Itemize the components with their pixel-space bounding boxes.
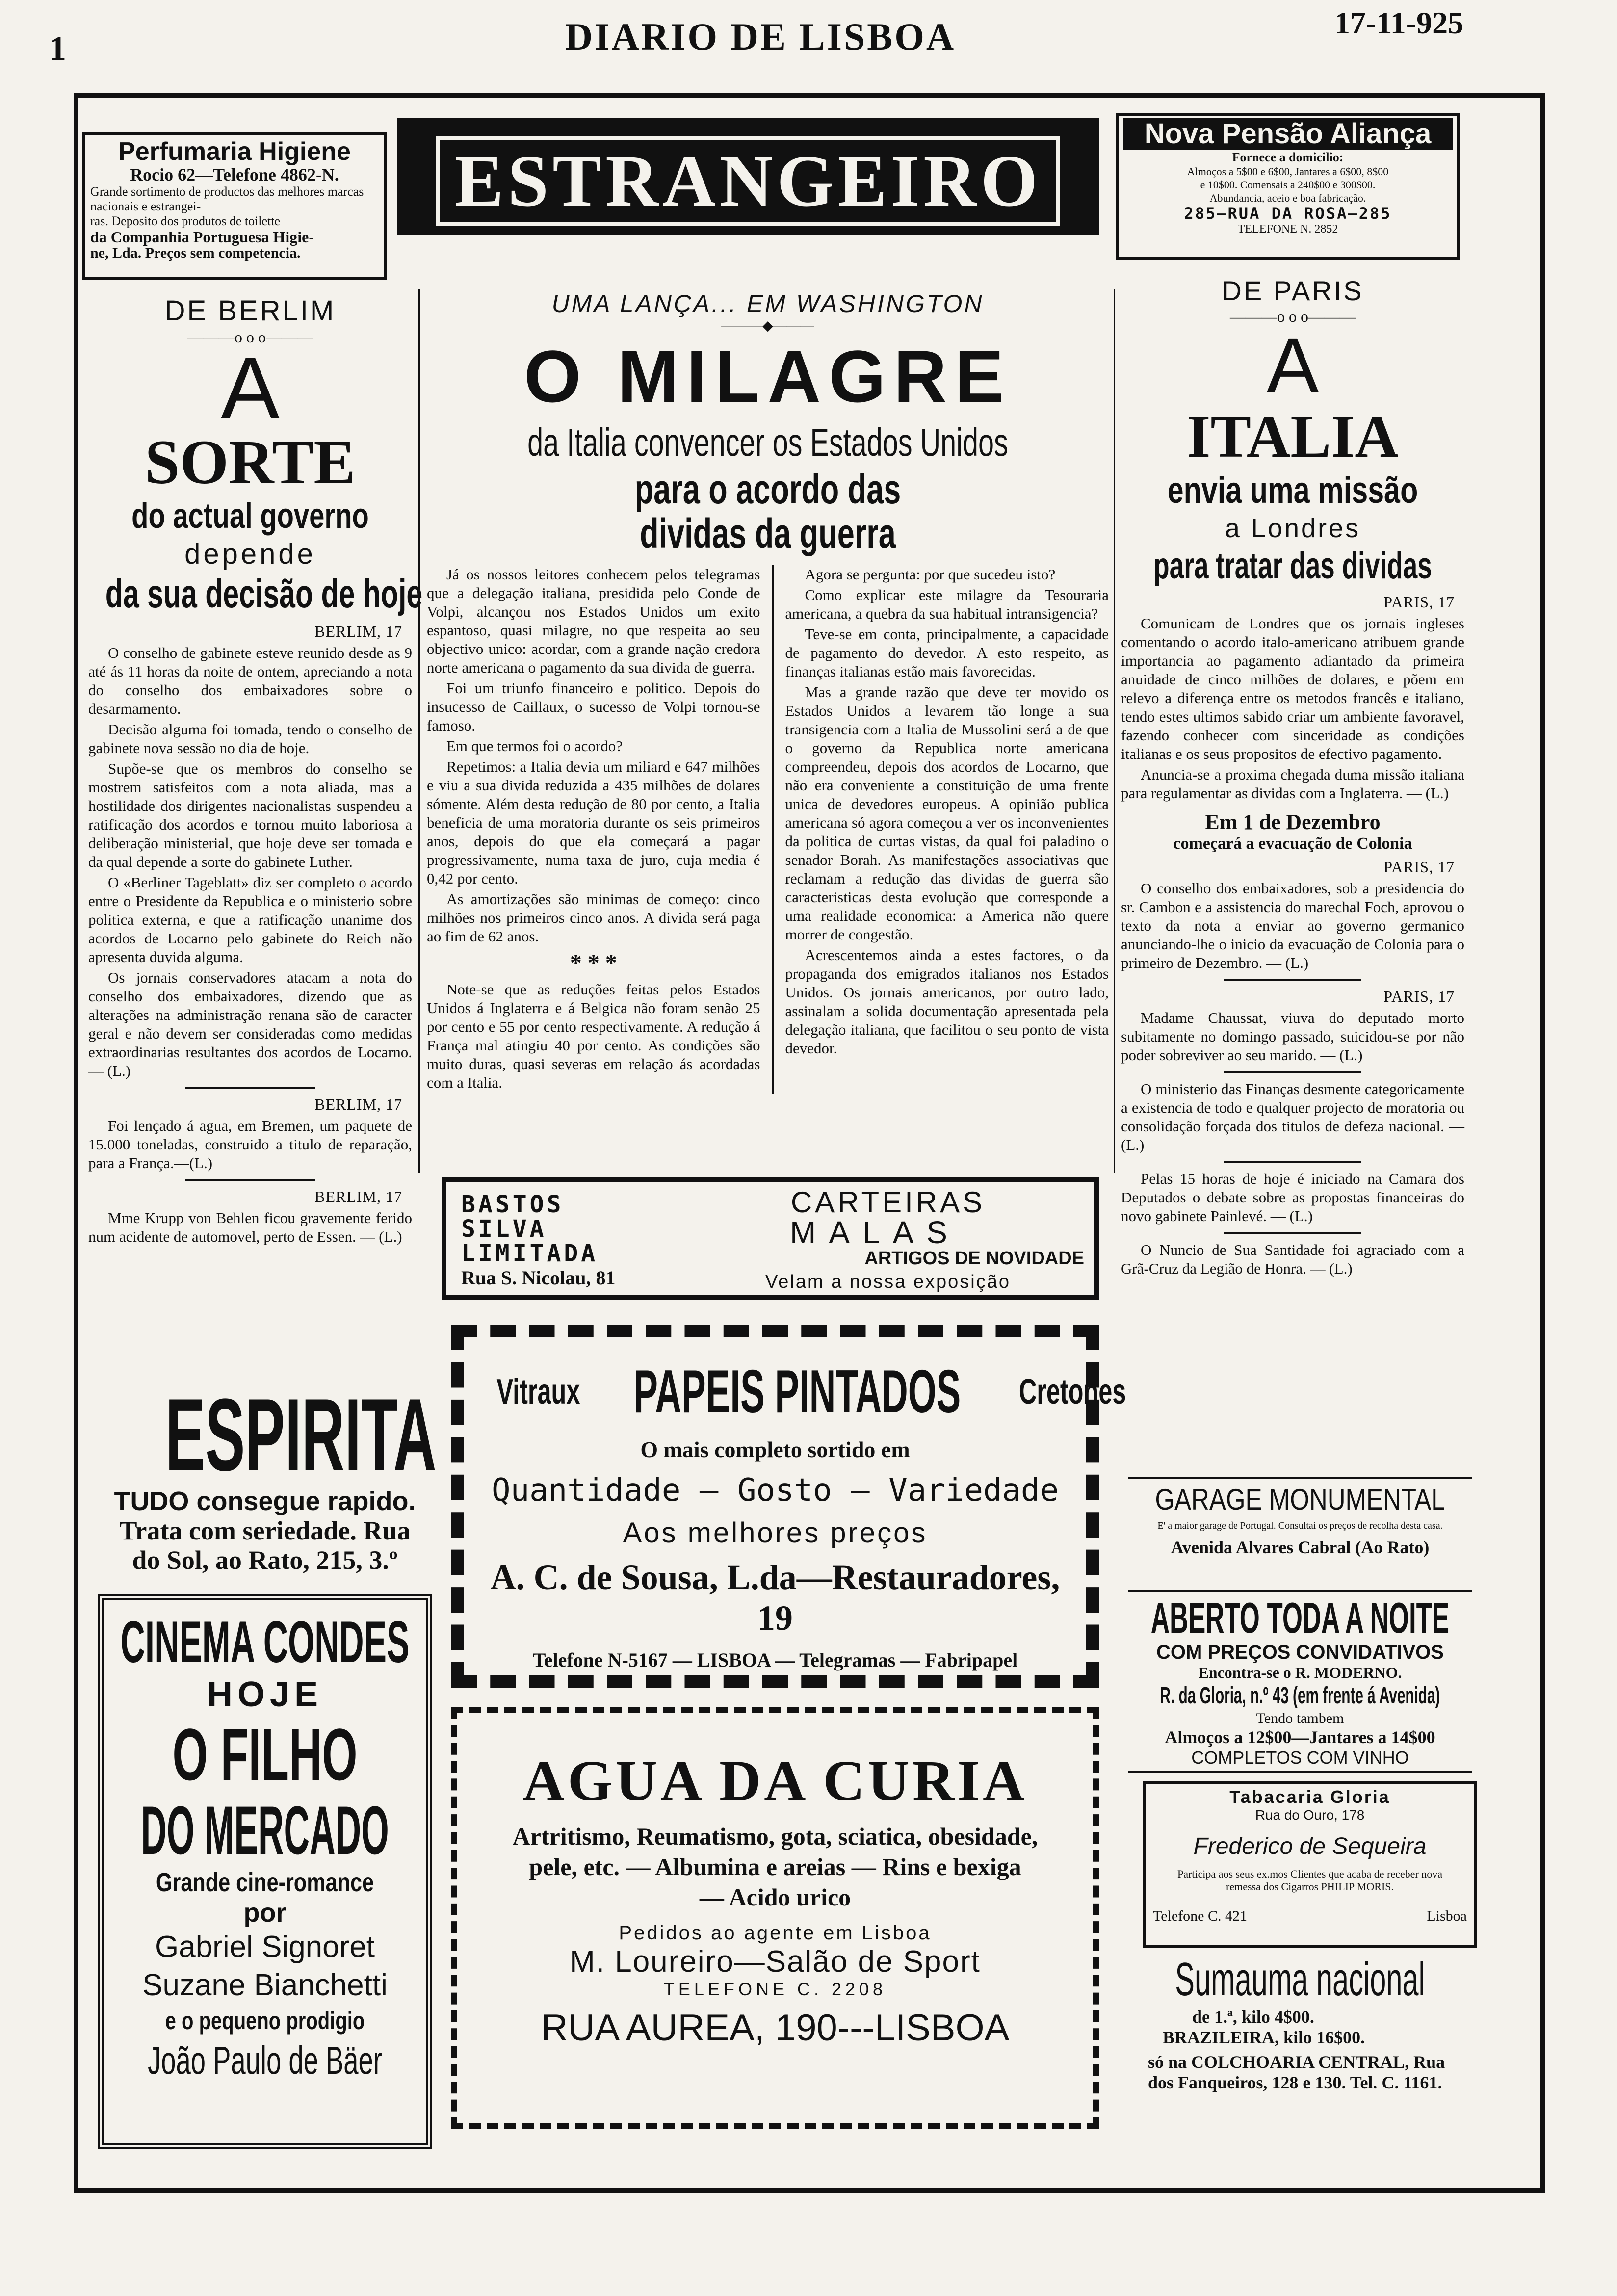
ad-espirita-line1: TUDO consegue rapido. <box>114 1487 416 1516</box>
ad-aberto-line4: Tendo tambem <box>1256 1710 1344 1726</box>
washington-head-acordo: para o acordo das <box>634 466 901 512</box>
ad-papeis-vitraux: Vitraux <box>496 1372 580 1411</box>
ad-agua-line4: Pedidos ao agente em Lisboa <box>619 1922 932 1944</box>
ad-perfumaria-text1: Grande sortimento de productos das melhores marcas nacionais e estrangei- <box>90 184 364 213</box>
ad-aberto-line3: R. da Gloria, n.º 43 (em frente á Avenida) <box>1160 1683 1440 1709</box>
washington-left-p6: Note-se que as reduções feitas pelos Estados Unidos á Inglaterra e á Belgica não foram senão 25 por cento e 55 por cento respectivamente. A redução á França mal atingiu 40 por cento. As condições são muito duras, quasi severas em relação ás acordadas com a Italia. <box>427 981 760 1091</box>
ad-aberto-line6: COMPLETOS COM VINHO <box>1191 1748 1409 1768</box>
ad-pensao <box>1116 113 1460 260</box>
newspaper-title: DIARIO DE LISBOA <box>565 15 956 58</box>
paris-dateline-1: PARIS, 17 <box>1383 593 1455 611</box>
berlim-head-depende: depende <box>184 538 316 570</box>
ad-agua-line2: pele, etc. — Albumina e areias — Rins e bexiga <box>529 1853 1021 1880</box>
paris-head-londres: a Londres <box>1225 514 1361 543</box>
washington-left-p2: Foi um triunfo financeiro e politico. Depois do insucesso de Caillaux, o sucesso de Volpi tornou-se famoso. <box>427 679 760 734</box>
berlim-p4: O «Berliner Tageblatt» diz ser completo o acordo entre o Presidente da Republica e o ministerio sobre politica externa, e que a ratificação unanime dos acordos de Locarno pelo gabinete do Reich não apresenta duvida alguma. <box>88 874 412 965</box>
ad-cinema-actor2: Suzane Bianchetti <box>142 1968 388 2002</box>
washington-left-p3: Em que termos foi o acordo? <box>446 737 623 755</box>
ad-cinema-hoje: HOJE <box>207 1675 323 1714</box>
ad-papeis-title: PAPEIS PINTADOS <box>633 1358 961 1426</box>
ad-tabacaria-address: Rua do Ouro, 178 <box>1255 1807 1365 1823</box>
washington-left-p1: Já os nossos leitores conhecem pelos telegramas que a delegação italiana, presidida pelo Conde de Volpi, alcançou nos Estados Unidos um exito espantoso, quasi milagre, no que respeita ao seu objectivo unico: acordar, com a grande nação credora norte americana o pagamento da sua divida de guerra. <box>427 566 760 676</box>
washington-right-p5: Acrescentemos ainda a estes factores, o da propaganda dos emigrados italianos nos Estados Unidos. Os jornais americanos, por outro lado, assinalam a solida documentação apresentada pela delegação italiana, que facilitou o seu ponto de vista devedor. <box>785 946 1109 1057</box>
paris-p6: Pelas 15 horas de hoje é iniciado na Camara dos Deputados o debate sobre as propostas financeiras do novo gabinete Painlevé. — (L.) <box>1121 1170 1464 1225</box>
ad-garage-line1: E' a maior garage de Portugal. Consultai os preços de recolha desta casa. <box>1157 1520 1443 1531</box>
paris-sub2: começará a evacuação de Colonia <box>1173 835 1412 853</box>
washington-right-p1: Agora se pergunta: por que sucedeu isto? <box>805 566 1056 583</box>
ad-aberto-title: ABERTO TODA A NOITE <box>1150 1593 1450 1642</box>
ad-bastos-line1: BASTOS <box>461 1191 564 1218</box>
ad-aberto-line5: Almoços a 12$00—Jantares a 14$00 <box>1165 1727 1435 1747</box>
ad-pensao-name: Nova Pensão Aliança <box>1123 118 1453 150</box>
berlim-dateline-1: BERLIM, 17 <box>314 623 402 640</box>
ad-pensao-address: 285—RUA DA ROSA—285 <box>1184 204 1392 223</box>
ad-espirita <box>93 1377 437 1575</box>
washington-ornament: ———◆——— <box>721 318 814 334</box>
ad-cinema-actor1: Gabriel Signoret <box>155 1930 375 1964</box>
ad-tabacaria-phone: Telefone C. 421 <box>1153 1908 1248 1924</box>
ad-perfumaria-address: Rocio 62—Telefone 4862-N. <box>130 165 339 184</box>
paris-p5: O ministerio das Finanças desmente categoricamente a existencia de todo e qualquer projecto de moratoria ou consolidação forçada dos titulos de defeza nacional. — (L.) <box>1121 1080 1464 1153</box>
ad-pensao-line3: e 10$00. Comensais a 240$00 e 300$00. <box>1200 179 1376 191</box>
ad-sumauma <box>1128 1953 1472 2093</box>
ad-papeis-qualities: Quantidade — Gosto — Variedade <box>492 1472 1059 1509</box>
paris-head-tratar: para tratar das dividas <box>1153 545 1432 587</box>
berlim-p3: Supõe-se que os membros do conselho se mostrem satisfeitos com a nota aliada, mas a hostilidade dos dirigentes nacionalistas suspendeu a ratificação dos acordos e tornou muito laboriosa a deliberação ministerial, que hoje deve ser tomada e da qual depende a sorte do gabinete Luther. <box>88 760 412 870</box>
berlim-dateline-3: BERLIM, 17 <box>314 1188 402 1205</box>
ad-bastos-velam: Velam a nossa exposição <box>765 1272 1011 1292</box>
ad-pensao-line1: Fornece a domicilio: <box>1232 150 1344 164</box>
ad-aberto-line1: COM PREÇOS CONVIDATIVOS <box>1156 1642 1444 1663</box>
berlim-head-sorte: SORTE <box>145 427 356 497</box>
ad-cinema-actor3: João Paulo de Bäer <box>148 2038 382 2082</box>
ad-perfumaria-text3: da Companhia Portuguesa Higie- <box>90 228 314 246</box>
ad-cinema-title: CINEMA CONDES <box>120 1609 410 1675</box>
ad-sumauma-line2: BRAZILEIRA, kilo 16$00. <box>1163 2028 1365 2047</box>
berlim-divider-2 <box>185 1179 315 1181</box>
ad-perfumaria-text4: ne, Lda. Preços sem competencia. <box>90 245 301 261</box>
washington-left-p4: Repetimos: a Italia devia um miliard e 647 milhões e viu a sua divida reduzida a 435 milhões de dolares sómente. Além desta redução de 80 por cento, a Italia beneficia de uma moratoria durante os seis primeiros anos, depois do que ela começará a pagar progressivamente, numa taxa de juro, cuja media é 0,42 por cento. <box>427 758 760 887</box>
paris-head-italia: ITALIA <box>1187 403 1399 470</box>
ad-tabacaria-text: Participa aos seus ex.mos Clientes que acaba de receber nova remessa dos Cigarros PHILIP MORIS. <box>1177 1868 1442 1893</box>
ad-sumauma-title: Sumauma nacional <box>1175 1953 1425 2006</box>
washington-right-p2: Como explicar este milagre da Tesouraria americana, a quebra da sua habitual intransigencia? <box>785 586 1109 622</box>
article-paris <box>1121 275 1464 1280</box>
ad-papeis-cretones: Cretones <box>1019 1372 1126 1411</box>
washington-left-p5: As amortizações são minimas de começo: cinco milhões nos primeiros cinco anos. A divida será paga ao fim de 62 anos. <box>427 890 760 945</box>
issue-date: 17-11-925 <box>1334 5 1464 40</box>
ad-tabacaria-title: Tabacaria Gloria <box>1229 1787 1390 1807</box>
paris-divider-1 <box>1224 979 1361 981</box>
ad-tabacaria-owner: Frederico de Sequeira <box>1193 1833 1427 1859</box>
ad-agua-line1: Artritismo, Reumatismo, gota, sciatica, obesidade, <box>512 1823 1038 1850</box>
ad-papeis-contact: Telefone N-5167 — LISBOA — Telegramas — Fabripapel <box>532 1649 1018 1671</box>
ad-pensao-line4: Abundancia, aceio e boa fabricação. <box>1209 192 1366 204</box>
berlim-head-a: A <box>220 339 280 438</box>
berlim-kicker: DE BERLIM <box>164 295 336 327</box>
ad-papeis-sortido: O mais completo sortido em <box>640 1437 910 1462</box>
paris-divider-2 <box>1224 1071 1361 1073</box>
paris-p3: O conselho dos embaixadores, sob a presidencia do sr. Cambon e a assistencia do marechal Foch, aprovou o texto da nota a enviar ao governo germanico anunciando-lhe o inicio da evacuação de Colonia para o primeiro de Dezembro. — (L.) <box>1121 880 1464 971</box>
paris-p1: Comunicam de Londres que os jornais ingleses comentando o acordo italo-americano atribuem grande importancia ao pagamento adiantado da primeira anuidade de cinco milhões de dolares, e põem em relevo a diferença entre os metodos francês e italiano, tendo estes ultimos sabido criar um ambiente favoravel, fazendo conhecer com sinceridade as condições italianas e os seus propositos de efectivo pagamento. <box>1121 615 1464 762</box>
paris-head-a: A <box>1266 321 1319 409</box>
ad-aberto <box>1128 1590 1472 1773</box>
washington-stars: * * * <box>570 950 617 976</box>
ad-agua-title: AGUA DA CURIA <box>522 1748 1028 1813</box>
washington-head-italia: da Italia convencer os Estados Unidos <box>527 420 1008 464</box>
ad-agua-line6: TELEFONE C. 2208 <box>663 1979 887 1999</box>
ad-bastos-line2: SILVA <box>461 1215 547 1243</box>
article-washington <box>427 289 1109 1094</box>
ad-sumauma-line3: só na COLCHOARIA CENTRAL, Rua <box>1148 2052 1445 2072</box>
ad-sumauma-line4: dos Fanqueiros, 128 e 130. Tel. C. 1161. <box>1148 2073 1442 2092</box>
washington-right-p3: Teve-se em conta, principalmente, a capacidade de pagamento do devedor. A esto respeito, as finanças italianas estão mais favorecidas. <box>785 626 1109 680</box>
paris-ornament: ———o o o——— <box>1230 308 1356 325</box>
ad-espirita-line2: Trata com seriedade. Rua <box>119 1516 411 1545</box>
ad-perfumaria-name: Perfumaria Higiene <box>118 137 351 166</box>
ad-bastos-carteiras: CARTEIRAS <box>790 1186 986 1219</box>
ad-tabacaria <box>1143 1781 1477 1948</box>
ad-agua-line5: M. Loureiro—Salão de Sport <box>570 1945 981 1979</box>
ad-aberto-line2: Encontra-se o R. MODERNO. <box>1198 1664 1402 1681</box>
ad-garage-address: Avenida Alvares Cabral (Ao Rato) <box>1171 1538 1430 1557</box>
paris-p7: O Nuncio de Sua Santidade foi agraciado com a Grã-Cruz da Legião de Honra. — (L.) <box>1121 1241 1464 1277</box>
ad-sumauma-line1: de 1.ª, kilo 4$00. <box>1192 2007 1314 2027</box>
ad-garage-title: GARAGE MONUMENTAL <box>1155 1483 1445 1516</box>
paris-dateline-2: PARIS, 17 <box>1383 858 1455 876</box>
ad-garage <box>1128 1477 1472 1558</box>
ad-espirita-line3: do Sol, ao Rato, 215, 3.º <box>132 1545 398 1575</box>
berlim-head-decisao: da sua decisão de hoje <box>105 572 423 616</box>
berlim-p7: Mme Krupp von Behlen ficou gravemente ferido num acidente de automovel, perto de Essen. — (L.) <box>88 1209 412 1245</box>
ad-bastos-address: Rua S. Nicolau, 81 <box>461 1267 616 1289</box>
ad-bastos-novidade: ARTIGOS DE NOVIDADE <box>864 1248 1084 1269</box>
ad-cinema <box>98 1594 432 2149</box>
berlim-ornament: ———o o o——— <box>187 328 313 346</box>
ad-tabacaria-city: Lisboa <box>1427 1908 1467 1924</box>
ad-cinema-genre: Grande cine-romance <box>156 1868 374 1897</box>
paris-divider-4 <box>1224 1232 1361 1234</box>
berlim-p2: Decisão alguma foi tomada, tendo o conselho de gabinete nova sessão no dia de hoje. <box>88 721 412 757</box>
column-rule-right <box>1114 289 1115 1173</box>
paris-kicker: DE PARIS <box>1222 275 1364 306</box>
ad-espirita-title: ESPIRITA <box>165 1377 437 1492</box>
ad-bastos <box>442 1177 1099 1300</box>
paris-p2: Anuncia-se a proxima chegada duma missão italiana para regulamentar as dividas com a Inglaterra. — (L.) <box>1121 766 1464 802</box>
washington-right-p4: Mas a grande razão que deve ter movido os Estados Unidos a levarem tão longe a sua transigencia com a Italia de Mussolini será a de que o governo da Republica norte americana compreendeu, depois dos acordos de Locarno, que não era conveniente a constituição de uma frente unica de devedores europeus. A opinião publica americana só agora começou a ver os inconvenientes da politica de curtas vistas, da qual foi paladino o senador Borah. As manifestações associativas que reclamam a redução das dividas de guerra são caracteristicas desta evolução que corresponde a uma realidade economica: a America não quere morrer de congestão. <box>785 683 1109 943</box>
ad-papeis <box>451 1325 1126 1688</box>
ad-bastos-line3: LIMITADA <box>461 1240 599 1267</box>
column-rule-left <box>418 289 420 1173</box>
berlim-p6: Foi lençado á agua, em Bremen, um paquete de 15.000 toneladas, construido a titulo de reparação, para a França.—(L.) <box>88 1117 412 1172</box>
berlim-dateline-2: BERLIM, 17 <box>314 1096 402 1113</box>
ad-cinema-por: por <box>243 1898 287 1928</box>
ad-cinema-film2: DO MERCADO <box>141 1792 389 1869</box>
paris-sub1: Em 1 de Dezembro <box>1205 810 1381 834</box>
section-banner <box>397 118 1099 235</box>
ad-agua-line7: RUA AUREA, 190---LISBOA <box>541 2007 1010 2049</box>
page-number: 1 <box>49 30 66 68</box>
washington-head-milagre: O MILAGRE <box>524 335 1012 417</box>
washington-head-dividas: dividas da guerra <box>640 510 896 556</box>
ad-agua-line3: — Acido urico <box>699 1883 851 1911</box>
ad-cinema-prodigio: e o pequeno prodigio <box>165 2007 365 2035</box>
paris-head-envia: envia uma missão <box>1167 470 1418 511</box>
ad-agua <box>451 1707 1099 2129</box>
ad-pensao-phone: TELEFONE N. 2852 <box>1237 223 1338 235</box>
paris-dateline-3: PARIS, 17 <box>1383 988 1455 1005</box>
ad-cinema-film1: O FILHO <box>172 1713 358 1796</box>
washington-col-left <box>427 565 760 1094</box>
berlim-divider-1 <box>185 1087 315 1089</box>
berlim-p5: Os jornais conservadores atacam a nota do conselho dos embaixadores, dizendo que as alterações na administração renana são de caracter geral e não devem ser consideradas como medidas extraordinarias resultantes dos acordos de Locarno. — (L.) <box>88 969 412 1079</box>
ad-pensao-line2: Almoços a 5$00 e 6$00, Jantares a 6$00, 8$00 <box>1187 165 1389 178</box>
ad-perfumaria <box>82 132 387 280</box>
ad-papeis-precos: Aos melhores preços <box>623 1517 928 1549</box>
paris-p4: Madame Chaussat, viuva do deputado morto subitamente no domingo passado, suicidou-se por não poder sobreviver ao seu marido. — (L.) <box>1121 1009 1464 1064</box>
section-title: ESTRANGEIRO <box>436 136 1061 226</box>
ad-papeis-firm: A. C. de Sousa, L.da—Restauradores, 19 <box>490 1558 1060 1638</box>
washington-col-right <box>785 565 1109 1094</box>
berlim-p1: O conselho de gabinete esteve reunido desde as 9 até ás 11 horas da noite de ontem, apreciando a nota do conselho dos embaixadores sobre o desarmamento. <box>88 644 412 717</box>
ad-bastos-malas: MALAS <box>790 1215 960 1250</box>
article-berlim <box>88 294 423 1248</box>
washington-kicker: UMA LANÇA... EM WASHINGTON <box>551 290 984 317</box>
berlim-head-do: do actual governo <box>131 496 369 536</box>
ad-perfumaria-text2: ras. Deposito dos produtos de toilette <box>90 214 281 228</box>
paris-divider-3 <box>1224 1161 1361 1163</box>
